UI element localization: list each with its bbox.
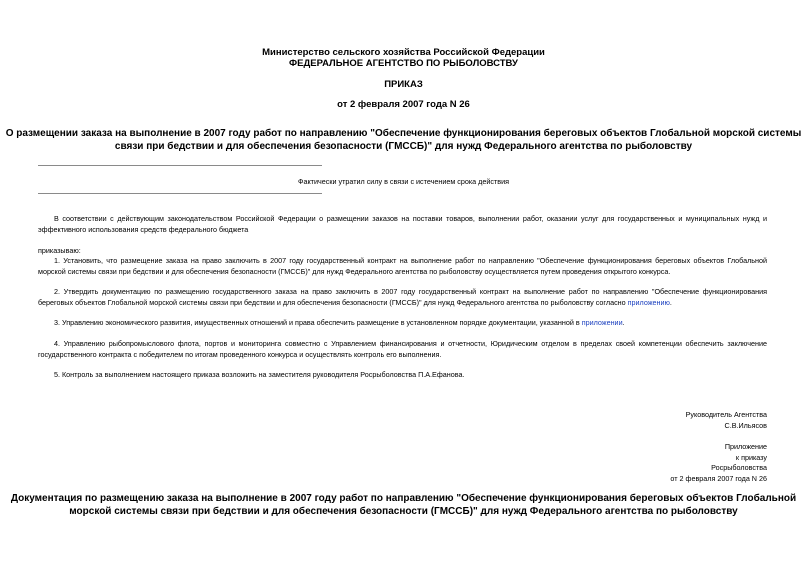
signature-block [686, 410, 767, 431]
appendix-reference [670, 442, 767, 484]
order-word: приказываю: [38, 246, 81, 255]
appendix-title-line-1: Документация по размещению заказа на выполнение в 2007 году работ по направлению "Обеспечение функционирования береговых объектов Глобальной [10, 493, 797, 504]
document-date-number: от 2 февраля 2007 года N 26 [337, 99, 470, 110]
appendix-line-4: от 2 февраля 2007 года N 26 [670, 473, 767, 483]
ministry-name: Министерство сельского хозяйства Российской Федерации [262, 47, 545, 58]
document-title-line-2: связи при бедствии и для обеспечения безопасности (ГМССБ)" для нужд Федерального агентства по рыболовству [114, 141, 693, 152]
appendix-line-3: Росрыболовства [711, 463, 767, 472]
paragraph-3: 3. Управлению экономического развития, имущественных отношений и права обеспечить размещение в установленном порядке документации, указанной в приложении. [54, 318, 625, 327]
paragraph-3-text: 3. Управлению экономического развития, имущественных отношений и права обеспечить размещение в установленном порядке документации, указанной в [54, 318, 580, 327]
document-type: ПРИКАЗ [384, 79, 423, 90]
paragraph-1: 1. Установить, что размещение заказа на право заключить в 2007 году государственный контракт на выполнение работ по направлению "Обеспечение функционирования береговых объектов Глобальной морской системы связи при бедствии и для обеспечения безопасности (ГМССБ)" для нужд Федерального агентства по рыболовству осуществляется путем проведения открытого конкурса. [38, 256, 767, 276]
agency-name: ФЕДЕРАЛЬНОЕ АГЕНТСТВО ПО РЫБОЛОВСТВУ [289, 58, 518, 69]
paragraph-2: 2. Утвердить документацию по размещению государственного заказа на право заключить в 2007 году государственный контракт на выполнение работ по направлению "Обеспечение функционирования береговых объектов Глобальной морской системы связи при бедствии и для обеспечения безопасности (ГМССБ)" для нужд Федерального агентства по рыболовству согласно приложению. [38, 287, 767, 307]
signature-position: Руководитель Агентства [685, 410, 767, 419]
paragraph-5: 5. Контроль за выполнением настоящего приказа возложить на заместителя руководителя Росрыболовства П.А.Ефанова. [54, 370, 465, 379]
signature-name: С.В.Ильясов [724, 420, 767, 430]
appendix-title-line-2: морской системы связи при бедствии и для обеспечения безопасности (ГМССБ)" для нужд Федерального агентства по рыболовству [69, 506, 738, 517]
appendix-link-2[interactable]: приложении [581, 318, 623, 327]
preamble: В соответствии с действующим законодательством Российской Федерации о размещении заказов на поставки товаров, выполнении работ, оказании услуг для государственных и муниципальных нужд и эффективного использования средств федерального бюджета [38, 214, 767, 234]
paragraph-2-text: 2. Утвердить документацию по размещению государственного заказа на право заключить в 2007 году государственный контракт на выполнение работ по направлению "Обеспечение функционирования береговых объектов Глобальной морской системы связи при бедствии и для обеспечения безопасности (ГМССБ)" для нужд Федерального агентства по рыболовству согласно [38, 287, 767, 307]
status-note: Фактически утратил силу в связи с истечением срока действия [298, 177, 509, 186]
paragraph-4: 4. Управлению рыбопромыслового флота, портов и мониторинга совместно с Управлением финансирования и отчетности, Юридическим отделом в пределах своей компетенции обеспечить заключение государственного контракта с победителем по итогам проведенного конкурса и осуществлять контроль его выполнения. [38, 339, 767, 359]
appendix-title [0, 492, 807, 518]
document-title-line-1: О размещении заказа на выполнение в 2007 году работ по направлению "Обеспечение функционирования береговых объектов Глобальной морской системы [5, 128, 802, 139]
appendix-line-1: Приложение [724, 442, 767, 451]
divider-bottom [38, 193, 322, 194]
document-title [0, 127, 807, 153]
appendix-line-2: к приказу [735, 452, 767, 462]
divider-top [38, 165, 322, 166]
appendix-link[interactable]: приложению [627, 297, 670, 307]
